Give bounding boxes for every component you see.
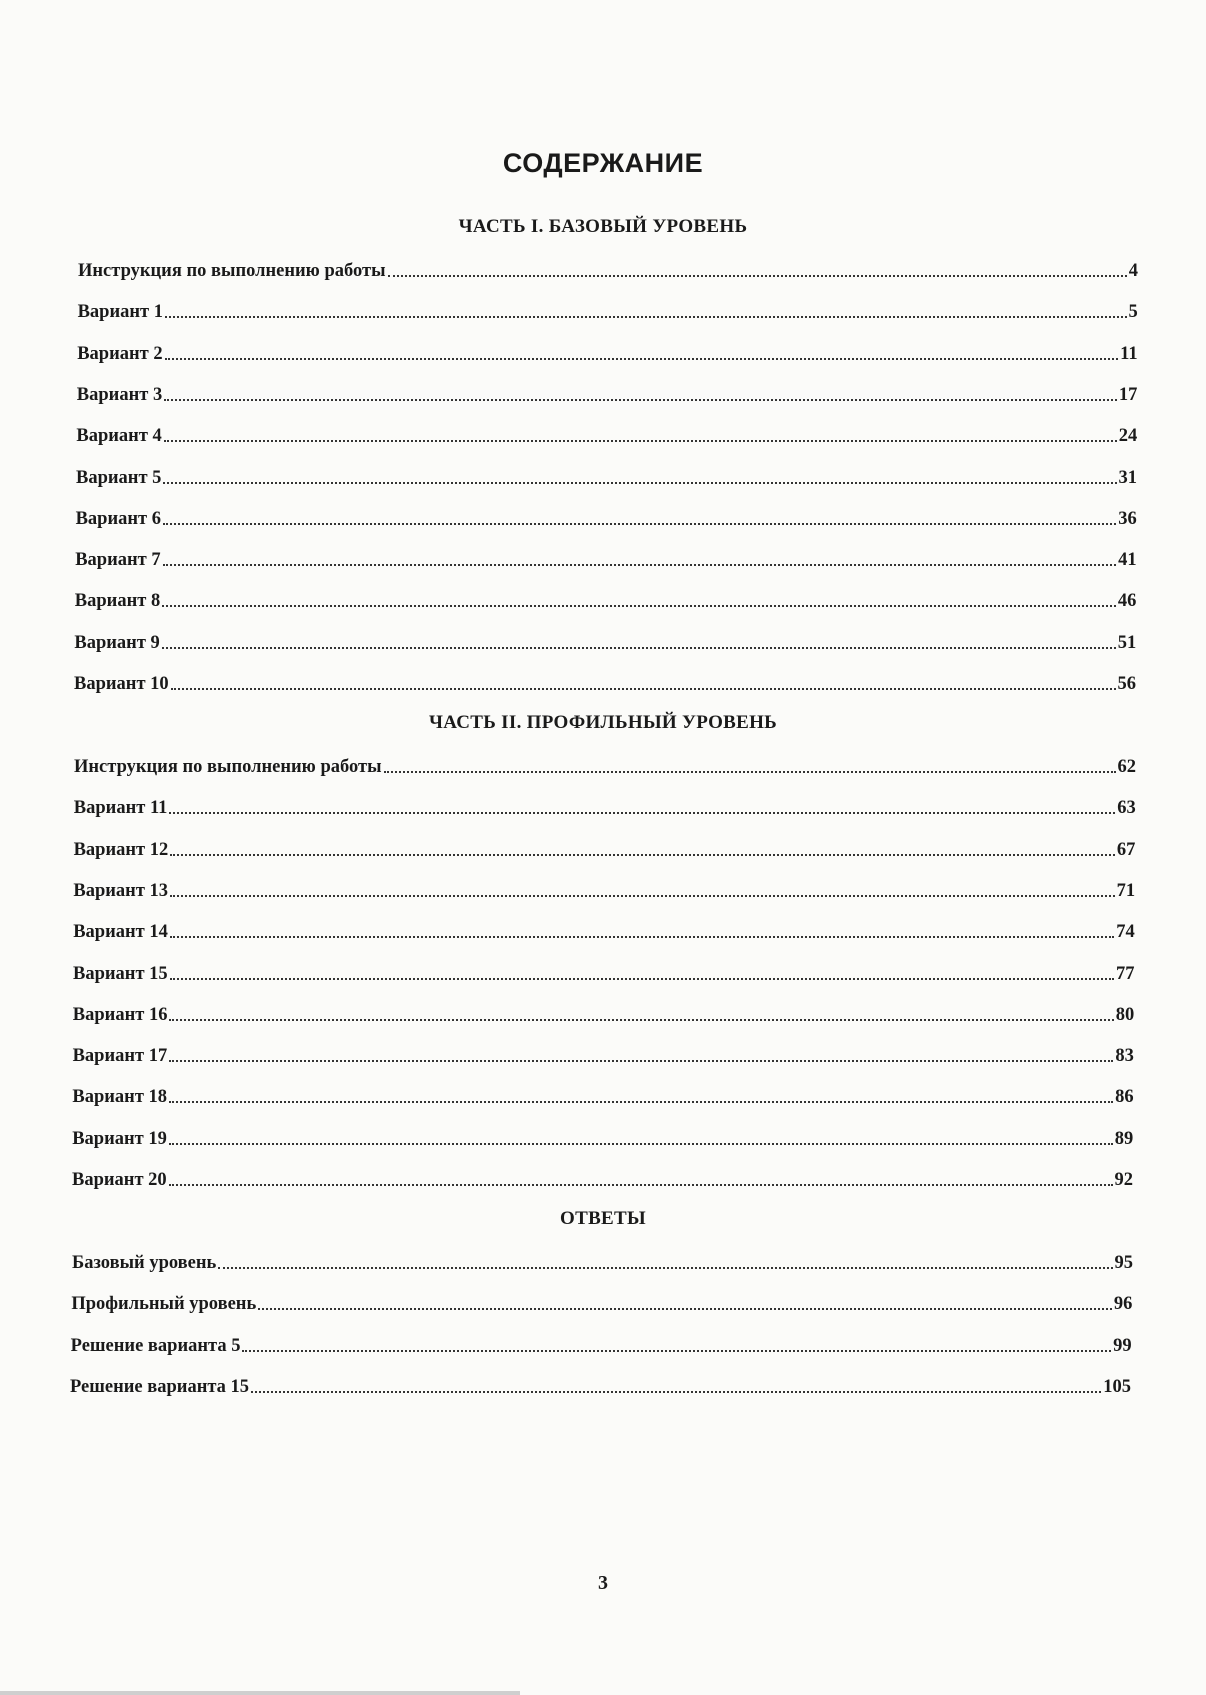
toc-dot-leader <box>164 399 1117 401</box>
toc-entry-page: 56 <box>1117 674 1136 694</box>
toc-entry[interactable] <box>76 506 1137 530</box>
toc-dot-leader <box>169 1143 1113 1145</box>
toc-entry-page: 89 <box>1114 1128 1134 1149</box>
toc-entry-page: 67 <box>1116 839 1136 860</box>
toc-dot-leader <box>165 316 1127 318</box>
toc-entry-label: Вариант 15 <box>73 963 168 984</box>
toc-entry-page: 74 <box>1116 922 1135 943</box>
toc-entry-page: 105 <box>1103 1376 1131 1397</box>
toc-entry-label: Профильный уровень <box>71 1294 257 1315</box>
part2-heading: ЧАСТЬ II. ПРОФИЛЬНЫЙ УРОВЕНЬ <box>428 712 778 733</box>
toc-entry-label: Решение варианта 5 <box>70 1335 241 1356</box>
toc-entry-label: Вариант 13 <box>73 880 169 901</box>
toc-entry[interactable] <box>75 588 1137 612</box>
toc-entry-page: 92 <box>1114 1170 1133 1190</box>
toc-entry[interactable] <box>70 1374 1131 1398</box>
toc-entry[interactable] <box>74 630 1136 654</box>
toc-entry[interactable] <box>77 341 1137 365</box>
toc-dot-leader <box>258 1308 1112 1310</box>
toc-entry-page: 17 <box>1118 384 1138 405</box>
toc-entry[interactable] <box>73 961 1135 985</box>
toc-dot-leader <box>162 605 1116 607</box>
toc-entry-label: Вариант 19 <box>72 1128 167 1149</box>
toc-entry[interactable] <box>73 919 1135 943</box>
toc-dot-leader <box>251 1391 1101 1393</box>
toc-dot-leader <box>384 771 1116 773</box>
toc-entry-label: Вариант 17 <box>72 1046 168 1067</box>
toc-entry[interactable] <box>73 878 1135 902</box>
toc-dot-leader <box>218 1267 1112 1269</box>
toc-dot-leader <box>388 275 1127 277</box>
toc-entry-page: 51 <box>1117 632 1137 653</box>
scan-edge-line <box>0 1691 520 1695</box>
toc-entry-label: Вариант 1 <box>77 302 164 323</box>
toc-entry[interactable] <box>72 1126 1133 1150</box>
toc-dot-leader <box>165 358 1118 360</box>
toc-dot-leader <box>170 895 1115 897</box>
toc-entry[interactable] <box>72 1084 1133 1108</box>
toc-entry[interactable] <box>74 795 1136 819</box>
toc-entry[interactable] <box>72 1250 1133 1274</box>
answers-heading: ОТВЕТЫ <box>560 1208 646 1229</box>
toc-entry[interactable] <box>74 671 1136 695</box>
toc-entry[interactable] <box>73 1002 1134 1026</box>
toc-dot-leader <box>169 1019 1113 1021</box>
toc-entry[interactable] <box>71 1291 1132 1315</box>
toc-entry-page: 86 <box>1115 1087 1134 1108</box>
toc-entry-label: Вариант 3 <box>76 384 163 405</box>
toc-dot-leader <box>163 482 1116 484</box>
toc-entry-page: 4 <box>1128 261 1138 281</box>
toc-entry-page: 83 <box>1115 1046 1134 1067</box>
toc-entry-label: Вариант 8 <box>74 591 161 612</box>
toc-dot-leader <box>170 978 1114 980</box>
toc-entry[interactable] <box>74 837 1136 861</box>
toc-entry[interactable] <box>78 258 1138 282</box>
part1-heading: ЧАСТЬ I. БАЗОВЫЙ УРОВЕНЬ <box>458 216 748 237</box>
toc-dot-leader <box>169 812 1115 814</box>
toc-entry-page: 62 <box>1117 757 1136 777</box>
toc-entry-label: Вариант 12 <box>73 839 169 860</box>
toc-entry-label: Вариант 6 <box>75 508 162 529</box>
toc-entry-label: Вариант 9 <box>74 632 160 653</box>
toc-entry-page: 11 <box>1120 343 1138 364</box>
toc-dot-leader <box>164 440 1117 442</box>
toc-entry-page: 36 <box>1118 508 1137 529</box>
toc-dot-leader <box>170 854 1115 856</box>
toc-entry-page: 46 <box>1117 591 1137 612</box>
toc-dot-leader <box>169 1184 1113 1186</box>
toc-entry-label: Вариант 20 <box>72 1170 167 1190</box>
page-number: 3 <box>598 1572 608 1594</box>
page-title: СОДЕРЖАНИЕ <box>502 148 704 178</box>
toc-entry-page: 71 <box>1116 880 1136 901</box>
toc-dot-leader <box>242 1350 1111 1352</box>
toc-entry[interactable] <box>72 1167 1133 1191</box>
toc-entry-page: 24 <box>1118 426 1138 447</box>
toc-entry-label: Инструкция по выполнению работы <box>74 757 382 777</box>
toc-entry[interactable] <box>75 547 1136 571</box>
toc-entry-label: Вариант 18 <box>72 1087 168 1108</box>
toc-entry-label: Вариант 4 <box>76 426 162 447</box>
toc-entry-label: Базовый уровень <box>72 1253 217 1273</box>
toc-dot-leader <box>163 523 1116 525</box>
toc-entry-page: 80 <box>1115 1004 1135 1025</box>
toc-entry-page: 95 <box>1114 1253 1133 1273</box>
toc-entry-label: Вариант 11 <box>73 798 168 819</box>
toc-entry-label: Инструкция по выполнению работы <box>78 261 386 281</box>
toc-entry-page: 63 <box>1117 798 1136 819</box>
toc-entry-label: Вариант 7 <box>75 550 161 571</box>
toc-dot-leader <box>169 1101 1113 1103</box>
toc-entry-label: Вариант 10 <box>74 674 169 694</box>
toc-entry[interactable] <box>73 1043 1134 1067</box>
toc-entry-label: Вариант 16 <box>72 1004 168 1025</box>
toc-entry-page: 5 <box>1128 302 1138 323</box>
toc-dot-leader <box>171 688 1116 690</box>
toc-entry[interactable] <box>71 1333 1132 1357</box>
toc-entry-page: 96 <box>1113 1294 1133 1315</box>
toc-entry-label: Вариант 5 <box>76 467 162 488</box>
toc-dot-leader <box>170 936 1114 938</box>
toc-entry-label: Вариант 2 <box>77 343 163 364</box>
toc-entry-label: Решение варианта 15 <box>70 1376 250 1397</box>
toc-entry[interactable] <box>77 382 1138 406</box>
toc-entry[interactable] <box>74 754 1136 778</box>
toc-dot-leader <box>169 1060 1113 1062</box>
toc-dot-leader <box>163 564 1116 566</box>
toc-entry-page: 99 <box>1113 1335 1132 1356</box>
toc-entry-page: 77 <box>1116 963 1135 984</box>
toc-entry[interactable] <box>78 299 1138 323</box>
toc-entry-label: Вариант 14 <box>73 922 168 943</box>
toc-entry-page: 41 <box>1118 550 1137 571</box>
toc-entry[interactable] <box>76 465 1137 489</box>
toc-entry-page: 31 <box>1118 467 1137 488</box>
toc-dot-leader <box>162 647 1116 649</box>
toc-entry[interactable] <box>76 423 1137 447</box>
